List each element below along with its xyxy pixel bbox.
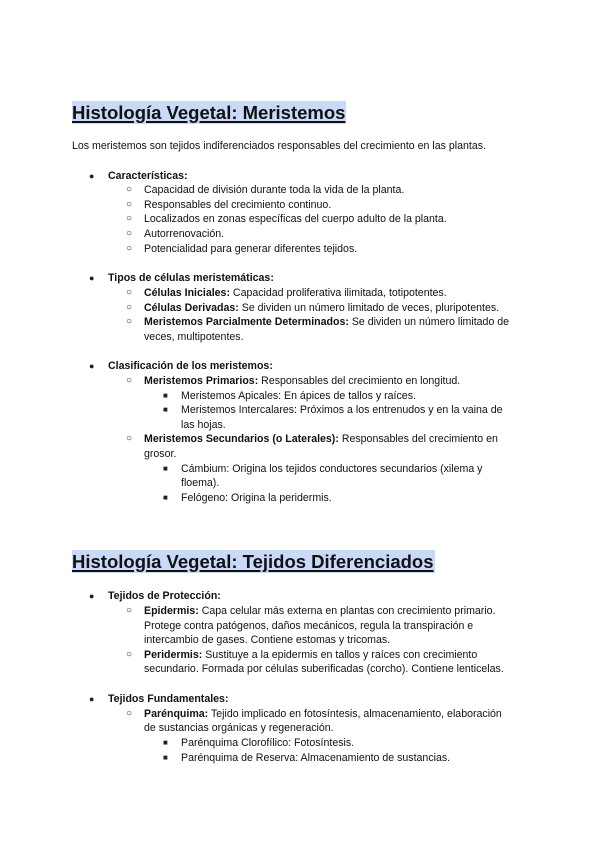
list-item: Cámbium: Origina los tejidos conductores secundarios (xilema y xyxy=(181,463,483,475)
bullet-marker: ○ xyxy=(126,433,133,444)
description: Se dividen un número limitado de veces, pluripotentes. xyxy=(238,302,500,314)
bullet-marker: ○ xyxy=(126,228,133,239)
bullet-marker: ○ xyxy=(126,316,133,327)
bullet-marker: ● xyxy=(89,361,95,371)
list-item-continuation: floema). xyxy=(181,477,220,489)
term: Meristemos Secundarios (o Laterales): xyxy=(144,433,339,445)
bullet-marker: ■ xyxy=(163,753,168,762)
description: Responsables del crecimiento en longitud. xyxy=(258,375,461,387)
bullet-marker: ■ xyxy=(163,405,168,414)
bullet-marker: ○ xyxy=(126,184,133,195)
term: Epidermis: xyxy=(144,605,199,617)
caracteristicas-label: Características: xyxy=(108,170,188,182)
list-item xyxy=(144,315,509,330)
clasificacion-label: Clasificación de los meristemos: xyxy=(108,360,273,372)
bullet-marker: ● xyxy=(89,694,95,704)
list-item: Felógeno: Origina la peridermis. xyxy=(181,492,332,504)
list-item: Localizados en zonas específicas del cuerpo adulto de la planta. xyxy=(144,213,447,225)
bullet-marker: ○ xyxy=(126,199,133,210)
tipos-label: Tipos de células meristemáticas: xyxy=(108,272,274,284)
term: Células Derivadas: xyxy=(144,302,239,314)
bullet-marker: ○ xyxy=(126,605,133,616)
list-item: Potencialidad para generar diferentes tejidos. xyxy=(144,243,358,255)
section-title-tejidos-diferenciados: Histología Vegetal: Tejidos Diferenciados xyxy=(72,551,434,572)
term: Meristemos Parcialmente Determinados: xyxy=(144,316,349,328)
term: Células Iniciales: xyxy=(144,287,230,299)
description: Sustituye a la epidermis en tallos y raíces con crecimiento xyxy=(202,649,478,661)
description: Tejido implicado en fotosíntesis, almacenamiento, elaboración xyxy=(208,708,502,720)
list-item xyxy=(144,604,496,619)
bullet-marker: ■ xyxy=(163,464,168,473)
list-item xyxy=(144,432,498,447)
list-item: Autorrenovación. xyxy=(144,228,225,240)
bullet-marker: ● xyxy=(89,171,95,181)
list-item xyxy=(144,374,460,389)
intro-paragraph: Los meristemos son tejidos indiferenciados responsables del crecimiento en las plantas. xyxy=(72,140,486,152)
bullet-marker: ■ xyxy=(163,493,168,502)
fundamentales-label: Tejidos Fundamentales: xyxy=(108,693,229,705)
term: Parénquima: xyxy=(144,708,209,720)
list-item xyxy=(144,648,477,663)
bullet-marker: ■ xyxy=(163,391,168,400)
term: Meristemos Primarios: xyxy=(144,375,259,387)
bullet-marker: ○ xyxy=(126,213,133,224)
description: Capacidad proliferativa ilimitada, totipotentes. xyxy=(229,287,447,299)
list-item-continuation: Protege contra patógenos, daños mecánicos, regula la transpiración e xyxy=(144,620,474,632)
list-item-continuation: secundario. Formada por células suberificadas (corcho). Contiene lenticelas. xyxy=(144,663,504,675)
list-item xyxy=(144,286,447,301)
bullet-marker: ○ xyxy=(126,708,133,719)
section-title-meristemos: Histología Vegetal: Meristemos xyxy=(72,102,346,123)
term: Peridermis: xyxy=(144,649,203,661)
list-item: Parénquima Clorofílico: Fotosíntesis. xyxy=(181,737,355,749)
bullet-marker: ○ xyxy=(126,375,133,386)
bullet-marker: ○ xyxy=(126,302,133,313)
bullet-marker: ○ xyxy=(126,243,133,254)
list-item-continuation: intercambio de gases. Contiene estomas y tricomas. xyxy=(144,634,391,646)
list-item-continuation: de sustancias orgánicas y regeneración. xyxy=(144,722,334,734)
bullet-marker: ○ xyxy=(126,287,133,298)
list-item: Responsables del crecimiento continuo. xyxy=(144,199,332,211)
bullet-marker: ○ xyxy=(126,649,133,660)
bullet-marker: ● xyxy=(89,591,95,601)
list-item: Capacidad de división durante toda la vida de la planta. xyxy=(144,184,405,196)
list-item xyxy=(144,707,502,722)
bullet-marker: ● xyxy=(89,273,95,283)
list-item xyxy=(144,301,499,316)
list-item: Meristemos Apicales: En ápices de tallos y raíces. xyxy=(181,390,416,402)
list-item-continuation: las hojas. xyxy=(181,419,226,431)
list-item: Meristemos Intercalares: Próximos a los entrenudos y en la vaina de xyxy=(181,404,503,416)
list-item-continuation: veces, multipotentes. xyxy=(144,331,244,343)
description: Se dividen un número limitado de xyxy=(348,316,510,328)
description: Capa celular más externa en plantas con crecimiento primario. xyxy=(198,605,496,617)
list-item-continuation: grosor. xyxy=(144,448,177,460)
proteccion-label: Tejidos de Protección: xyxy=(108,590,221,602)
bullet-marker: ■ xyxy=(163,738,168,747)
list-item: Parénquima de Reserva: Almacenamiento de sustancias. xyxy=(181,752,451,764)
description: Responsables del crecimiento en xyxy=(338,433,498,445)
